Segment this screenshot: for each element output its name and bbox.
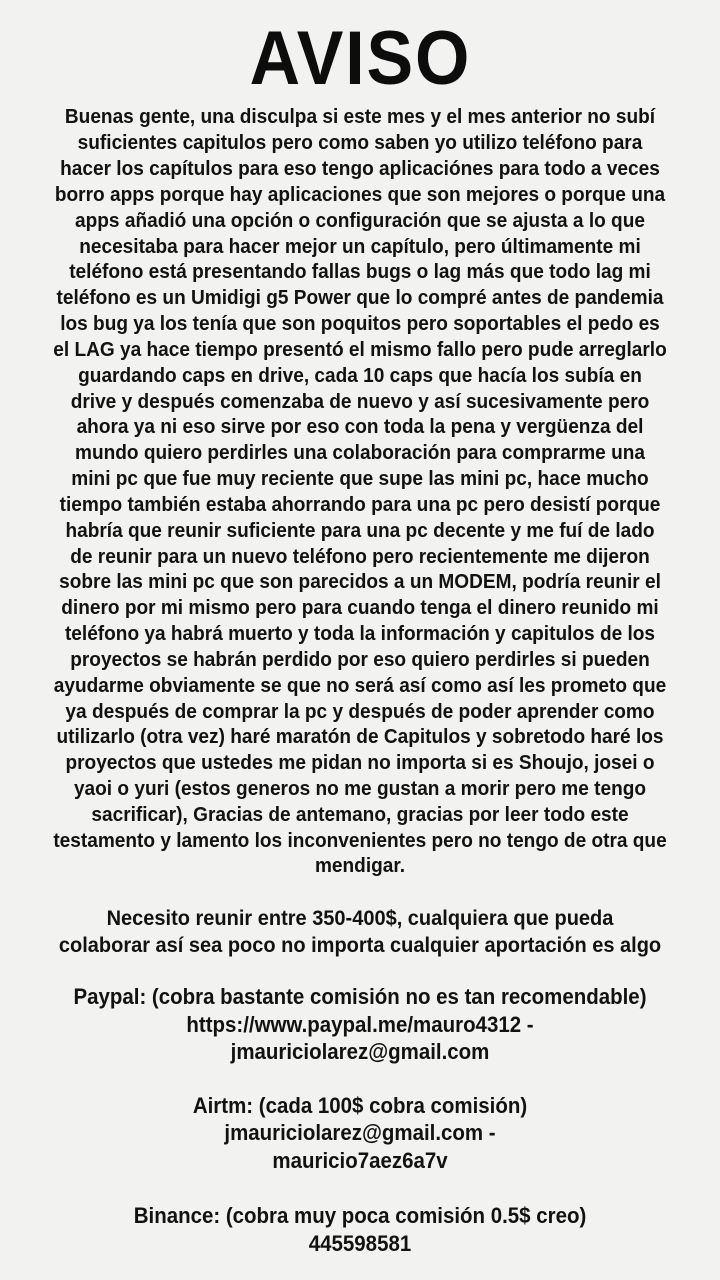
binance-id[interactable]: 445598581 [308, 1230, 412, 1256]
funding-goal-line-1: Necesito reunir entre 350-400$, cualquiera que pueda [106, 906, 614, 931]
binance-heading: Binance: (cobra muy poca comisión 0.5$ creo) [133, 1203, 587, 1229]
airtm-email[interactable]: jmauriciolarez@gmail.com - [224, 1120, 496, 1146]
paypal-link[interactable]: https://www.paypal.me/mauro4312 - [186, 1011, 534, 1037]
airtm-block [53, 1092, 667, 1175]
funding-goal-block [53, 905, 667, 959]
page-title: AVISO [249, 16, 471, 101]
paypal-heading: Paypal: (cobra bastante comisión no es tan recomendable) [73, 984, 647, 1010]
paypal-email[interactable]: jmauriciolarez@gmail.com [230, 1039, 490, 1065]
airtm-heading: Airtm: (cada 100$ cobra comisión) [192, 1092, 528, 1118]
funding-goal-line-2: colaborar así sea poco no importa cualquier aportación es algo [58, 933, 662, 958]
paypal-block [53, 983, 667, 1066]
notice-body-text: Buenas gente, una disculpa si este mes y el mes anterior no subí suficientes capitulos pero como saben yo utilizo teléfono para hacer los capítulos para eso tengo aplicaciónes para todo a veces borro apps porque hay aplicaciones que son mejores o porque una apps añadió una opción o configuración que se ajusta a lo que necesitaba para hacer mejor un capítulo, pero últimamente mi teléfono está presentando fallas bugs o lag más que todo lag mi teléfono es un Umidigi g5 Power que lo compré antes de pandemia los bug ya los tenía que son poquitos pero soportables el pedo es el LAG ya hace tiempo presentó el mismo fallo pero pude arreglarlo guardando caps en drive, cada 10 caps que hacía los subía en drive y después comenzaba de nuevo y así sucesivamente pero ahora ya ni eso sirve por eso con toda la pena y vergüenza del mundo quiero perdirles una colaboración para comprarme una mini pc que fue muy reciente que supe las mini pc, hace mucho tiempo también estaba ahorrando para una pc pero desistí porque habría que reunir suficiente para una pc decente y me fuí de lado de reunir para un nuevo teléfono pero recientemente me dijeron sobre las mini pc que son parecidos a un MODEM, podría reunir el dinero por mi mismo pero para cuando tenga el dinero reunido mi teléfono ya habrá muerto y toda la información y capitulos de los proyectos se habrán perdido por eso quiero perdirles si pueden ayudarme obviamente se que no será así como así les prometo que ya después de comprar la pc y después de poder aprender como utilizarlo (otra vez) haré maratón de Capitulos y sobretodo haré los proyectos que ustedes me pidan no importa si es Shoujo, josei o yaoi o yuri (estos generos no me gustan a morir pero me tengo sacrificar), Gracias de antemano, gracias por leer todo este testamento y lamento los inconvenientes pero no tengo de otra que mendigar. [53, 105, 667, 878]
binance-block [53, 1202, 667, 1257]
airtm-username[interactable]: mauricio7aez6a7v [272, 1147, 448, 1173]
